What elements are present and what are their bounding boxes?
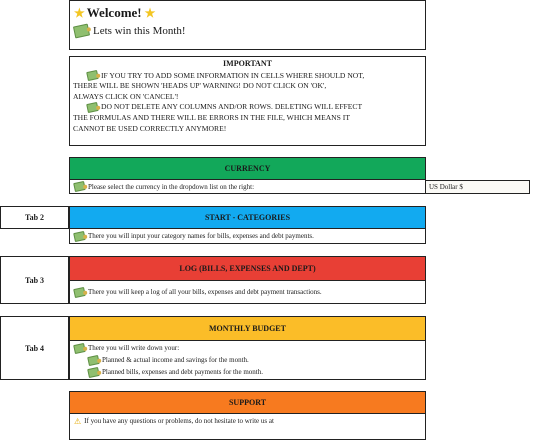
currency-selected-value: US Dollar $ — [429, 183, 463, 191]
budget-item: Planned bills, expenses and debt payments for the month. — [102, 368, 263, 376]
money-icon — [73, 343, 86, 354]
welcome-box — [69, 0, 426, 50]
money-icon — [73, 286, 86, 297]
important-line: IF YOU TRY TO ADD SOME INFORMATION IN CELLS WHERE SHOULD NOT, — [101, 70, 365, 80]
budget-row — [69, 341, 426, 380]
support-text: If you have any questions or problems, do not hesitate to write us at — [84, 417, 274, 425]
budget-heading: MONTHLY BUDGET — [209, 323, 286, 333]
important-box — [69, 56, 426, 146]
currency-text: Please select the currency in the dropdown list on the right: — [88, 182, 255, 191]
start-header — [69, 206, 426, 229]
star-icon: ★ — [144, 5, 156, 20]
tab-2-label — [0, 206, 69, 229]
start-row — [69, 229, 426, 244]
currency-row — [69, 180, 426, 194]
budget-header — [69, 316, 426, 341]
important-line: DO NOT DELETE ANY COLUMNS AND/OR ROWS. DELETING WILL EFFECT — [101, 102, 363, 112]
important-heading: IMPORTANT — [223, 59, 272, 68]
log-text: There you will keep a log of all your bills, expenses and debt payment transactions. — [88, 288, 322, 296]
money-icon — [73, 181, 86, 192]
currency-select[interactable] — [425, 180, 530, 194]
money-icon — [87, 355, 100, 366]
important-line: CANNOT BE USED CORRECTLY ANYMORE! — [73, 123, 227, 133]
tab-label: Tab 2 — [24, 213, 45, 222]
tab-3-label — [0, 256, 69, 304]
start-text: There you will input your category names for bills, expenses and debt payments. — [88, 232, 314, 240]
important-line: THE FORMULAS AND THERE WILL BE ERRORS IN THE FILE, WHICH MEANS IT — [73, 112, 350, 122]
money-icon — [87, 367, 100, 378]
money-icon — [73, 24, 90, 39]
log-row — [69, 281, 426, 304]
important-line: ALWAYS CLICK ON 'CANCEL'! — [73, 91, 179, 101]
welcome-subtitle: Lets win this Month! — [93, 25, 186, 37]
start-heading: START - CATEGORIES — [204, 212, 291, 222]
money-icon — [86, 102, 99, 113]
budget-text: There you will write down your: — [88, 344, 180, 352]
welcome-title: Welcome! — [86, 5, 142, 20]
tab-label: Tab 4 — [24, 343, 45, 353]
warning-icon: ⚠ — [74, 417, 82, 426]
support-heading: SUPPORT — [228, 397, 267, 407]
important-line: THERE WILL BE SHOWN 'HEADS UP' WARNING! DO NOT CLICK ON 'OK', — [73, 81, 327, 91]
star-icon: ★ — [74, 5, 85, 20]
tab-4-label — [0, 316, 69, 380]
currency-header — [69, 157, 426, 180]
currency-heading: CURRENCY — [224, 163, 271, 173]
log-heading: LOG (BILLS, EXPENSES AND DEPT) — [179, 263, 316, 273]
money-icon — [73, 230, 86, 241]
support-row — [69, 414, 426, 440]
support-header — [69, 391, 426, 414]
money-icon — [86, 70, 99, 81]
tab-label: Tab 3 — [24, 275, 45, 285]
budget-item: Planned & actual income and savings for the month. — [102, 356, 249, 364]
log-header — [69, 256, 426, 281]
